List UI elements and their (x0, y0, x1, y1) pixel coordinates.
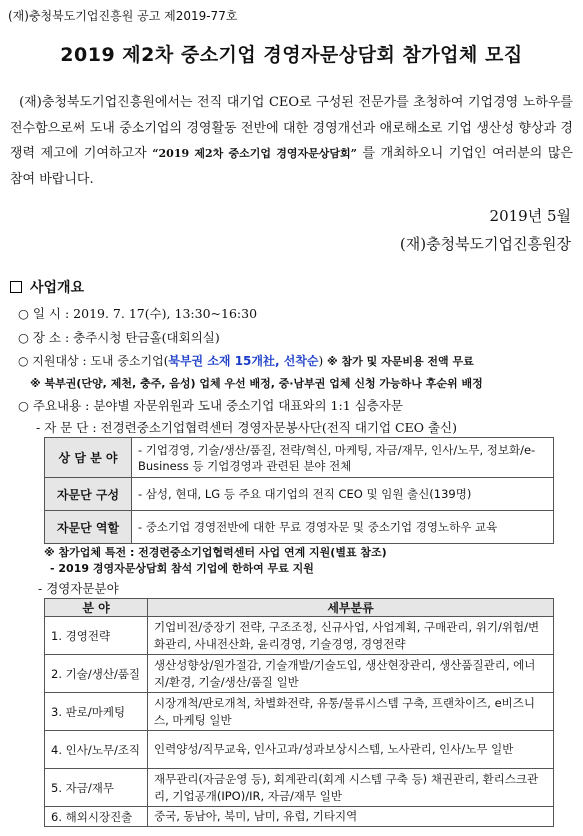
intro-text-before: (재)충청북도기업진흥원에서는 전직 대기업 CEO로 구성된 전문가를 초청하여 기업경영 노하우를 전수함으로써 도내 중소기업의 경영활동 전반에 대한 경영개선과 애로해소로 기업 생산성 향상과 경쟁력 제고에 기여하고자 (10, 95, 573, 161)
overview-content: ○ 주요내용 : 분야별 자문위원과 도내 중소기업 대표와의 1:1 심층자문 (18, 398, 403, 413)
issuing-organization: (재)충청북도기업진흥원장 (399, 235, 571, 253)
overview-date: ○ 일 시 : 2019. 7. 17(수), 13:30~16:30 (18, 306, 258, 321)
table-row (45, 511, 554, 544)
table-cell: 기업비전/중장기 전략, 구조조정, 신규사업, 사업계획, 구매관리, 위기/위험/변화관리, 사내전산화, 윤리경영, 기술경영, 경영전략 (148, 617, 554, 655)
fields-heading: - 경영자문분야 (38, 581, 119, 596)
benefit-subnote: - 2019 경영자문상담회 참석 기업에 한하여 무료 지원 (50, 562, 314, 575)
priority-note: ※ 북부권(단양, 제천, 충주, 음성) 업체 우선 배정, 중·남부권 업체 신청 가능하나 후순위 배정 (30, 377, 483, 390)
table-cell: 3. 판로/마케팅 (45, 693, 148, 731)
target-suffix: ) (318, 354, 324, 368)
table-cell: - 기업경영, 기술/생산/품질, 전략/혁신, 마케팅, 자금/재무, 인사/노무, 정보화/e-Business 등 기업경영과 관련된 분야 전체 (132, 438, 554, 478)
table-row (45, 769, 554, 807)
table-cell: 4. 인사/노무/조직 (45, 731, 148, 769)
intro-event-name: “2019 제2차 중소기업 경영자문상담회” (152, 147, 357, 160)
intro-text-after: 를 개최하오니 기업인 여러분의 많은 참여 바랍니다. (10, 146, 573, 187)
table-header-cell: 자문단 구성 (45, 478, 132, 511)
table-row (45, 693, 554, 731)
page-title: 2019 제2차 중소기업 경영자문상담회 참가업체 모집 (60, 44, 523, 66)
checkbox-square-icon (10, 281, 22, 293)
table-cell: 시장개척/판로개척, 차별화전략, 유통/물류시스템 구축, 프랜차이즈, e비즈니스, 마케팅 일반 (148, 693, 554, 731)
table-header-cell: 상 담 분 야 (45, 438, 132, 478)
table-row (45, 731, 554, 769)
table-cell: 생산성향상/원가절감, 기술개발/기술도입, 생산현장관리, 생산품질관리, 에너지/환경, 기술/생산/품질 일반 (148, 655, 554, 693)
advisory-table (44, 437, 554, 544)
notice-number: (재)충청북도기업진흥원 공고 제2019-77호 (8, 9, 238, 23)
table-row (45, 617, 554, 655)
fields-table (44, 598, 554, 827)
target-free-note: ※ 참가 및 자문비용 전액 무료 (323, 355, 474, 368)
table-cell: 재무관리(자금운영 등), 회계관리(회계 시스템 구축 등) 채권관리, 환리스크관리, 기업공개(IPO)/IR, 자금/재무 일반 (148, 769, 554, 807)
table-cell: 1. 경영전략 (45, 617, 148, 655)
column-header: 세부분류 (148, 599, 554, 617)
column-header: 분 야 (45, 599, 148, 617)
table-header-row (45, 599, 554, 617)
table-row (45, 478, 554, 511)
advisory-group: - 자 문 단 : 전경련중소기업협력센터 경영자문봉사단(전직 대기업 CEO 출신) (36, 420, 457, 435)
section-title (10, 277, 84, 297)
table-row (45, 807, 554, 827)
table-cell: 인력양성/직무교육, 인사고과/성과보상시스템, 노사관리, 인사/노무 일반 (148, 731, 554, 769)
intro-paragraph (10, 90, 573, 192)
target-prefix: ○ 지원대상 : 도내 중소기업( (18, 354, 169, 368)
table-cell: 5. 자금/재무 (45, 769, 148, 807)
table-row (45, 655, 554, 693)
section-title-text: 사업개요 (30, 280, 85, 296)
table-row (45, 438, 554, 478)
benefit-note: ※ 참가업체 특전 : 전경련중소기업협력센터 사업 연계 지원(별표 참조) (44, 546, 387, 559)
table-cell: 2. 기술/생산/품질 (45, 655, 148, 693)
table-header-cell: 자문단 역할 (45, 511, 132, 544)
table-cell: 6. 해외시장진출 (45, 807, 148, 827)
overview-target (18, 352, 474, 369)
table-cell: - 중소기업 경영전반에 대한 무료 경영자문 및 중소기업 경영노하우 교육 (132, 511, 554, 544)
table-cell: - 삼성, 현대, LG 등 주요 대기업의 전직 CEO 및 임원 출신(139명) (132, 478, 554, 511)
target-highlight: 북부권 소재 15개社, 선착순 (168, 354, 319, 368)
overview-place: ○ 장 소 : 충주시청 탄금홀(대회의실) (18, 330, 220, 345)
table-cell: 중국, 동남아, 북미, 남미, 유럽, 기타지역 (148, 807, 554, 827)
notice-date: 2019년 5월 (489, 207, 571, 225)
